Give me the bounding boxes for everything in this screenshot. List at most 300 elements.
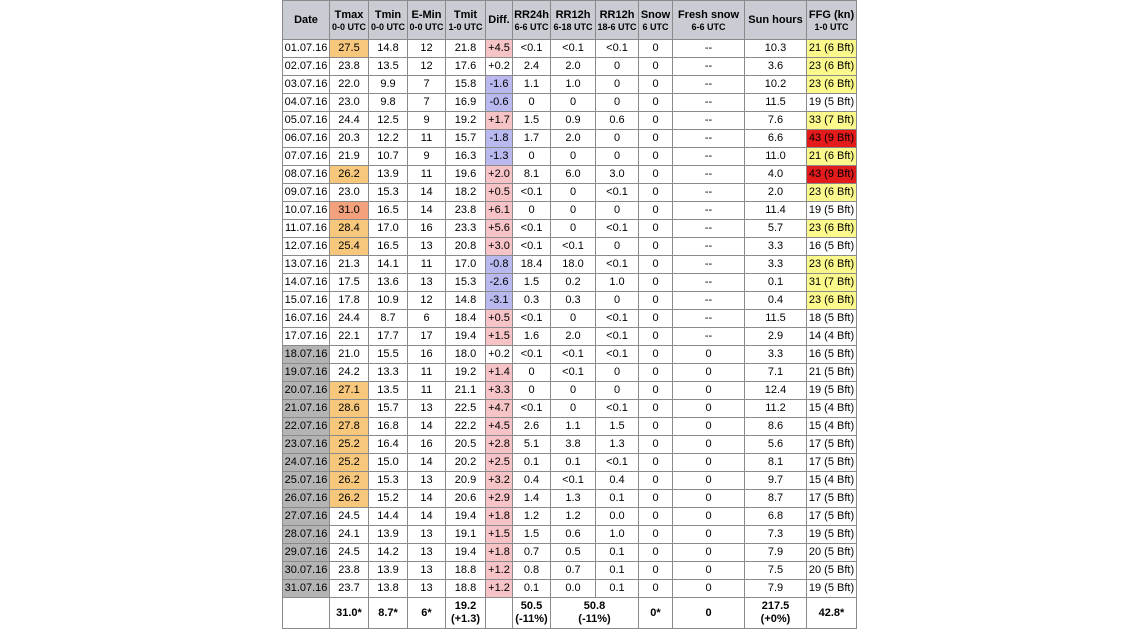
cell-snow: 0 bbox=[639, 310, 673, 328]
cell-snow: 0 bbox=[639, 490, 673, 508]
cell-sun-hours: 0.1 bbox=[745, 274, 807, 292]
col-header-date bbox=[283, 1, 330, 40]
cell-tmax: 23.0 bbox=[330, 184, 369, 202]
cell-fresh-snow: -- bbox=[673, 274, 745, 292]
cell-rr12-day: 0.2 bbox=[551, 274, 596, 292]
col-header-date-label: Date bbox=[294, 13, 318, 26]
col-header-diff bbox=[486, 1, 513, 40]
cell-tmin: 10.9 bbox=[369, 292, 408, 310]
table-row bbox=[283, 418, 857, 436]
cell-rr12-day: 0 bbox=[551, 94, 596, 112]
cell-date: 11.07.16 bbox=[283, 220, 330, 238]
cell-rr12-night: <0.1 bbox=[596, 328, 639, 346]
table-row bbox=[283, 292, 857, 310]
cell-snow: 0 bbox=[639, 94, 673, 112]
cell-tmit: 16.3 bbox=[446, 148, 486, 166]
cell-tmax: 21.9 bbox=[330, 148, 369, 166]
cell-tmin: 15.3 bbox=[369, 184, 408, 202]
cell-snow: 0 bbox=[639, 202, 673, 220]
cell-rr24: 18.4 bbox=[513, 256, 551, 274]
cell-rr12-day: 18.0 bbox=[551, 256, 596, 274]
cell-rr24: <0.1 bbox=[513, 184, 551, 202]
cell-rr12-day: 1.0 bbox=[551, 76, 596, 94]
cell-rr24: 1.1 bbox=[513, 76, 551, 94]
cell-tmax: 23.7 bbox=[330, 580, 369, 598]
col-header-emin-label: E-Min bbox=[411, 8, 442, 21]
cell-date: 12.07.16 bbox=[283, 238, 330, 256]
cell-snow: 0 bbox=[639, 436, 673, 454]
cell-tmax: 26.2 bbox=[330, 166, 369, 184]
cell-tmit: 19.6 bbox=[446, 166, 486, 184]
cell-rr24: 0.1 bbox=[513, 580, 551, 598]
cell-date: 25.07.16 bbox=[283, 472, 330, 490]
summary-tmit-value: 19.2 bbox=[454, 600, 477, 612]
cell-rr24: <0.1 bbox=[513, 400, 551, 418]
summary-rr24-percent: (-11%) bbox=[515, 613, 548, 625]
cell-date: 24.07.16 bbox=[283, 454, 330, 472]
summary-tmax: 31.0* bbox=[330, 598, 369, 629]
col-header-ffg-label: FFG (kn) bbox=[808, 8, 855, 21]
cell-rr24: 0.7 bbox=[513, 544, 551, 562]
cell-ffg: 15 (4 Bft) bbox=[807, 400, 857, 418]
cell-emin: 13 bbox=[408, 472, 446, 490]
cell-date: 09.07.16 bbox=[283, 184, 330, 202]
cell-tmin: 15.5 bbox=[369, 346, 408, 364]
cell-rr24: 1.6 bbox=[513, 328, 551, 346]
cell-date: 28.07.16 bbox=[283, 526, 330, 544]
summary-tmin: 8.7* bbox=[369, 598, 408, 629]
cell-tmin: 13.9 bbox=[369, 526, 408, 544]
cell-tmax: 24.5 bbox=[330, 544, 369, 562]
cell-rr24: <0.1 bbox=[513, 310, 551, 328]
cell-tmit: 18.0 bbox=[446, 346, 486, 364]
cell-fresh-snow: 0 bbox=[673, 436, 745, 454]
cell-tmin: 12.2 bbox=[369, 130, 408, 148]
cell-tmit: 17.6 bbox=[446, 58, 486, 76]
cell-snow: 0 bbox=[639, 40, 673, 58]
cell-rr12-day: 1.3 bbox=[551, 490, 596, 508]
col-header-snow-label: Snow bbox=[640, 8, 671, 21]
table-row bbox=[283, 490, 857, 508]
cell-sun-hours: 6.8 bbox=[745, 508, 807, 526]
table-row bbox=[283, 328, 857, 346]
cell-rr12-night: <0.1 bbox=[596, 256, 639, 274]
cell-sun-hours: 2.0 bbox=[745, 184, 807, 202]
cell-date: 19.07.16 bbox=[283, 364, 330, 382]
cell-snow: 0 bbox=[639, 364, 673, 382]
cell-tmit: 18.2 bbox=[446, 184, 486, 202]
cell-sun-hours: 0.4 bbox=[745, 292, 807, 310]
cell-sun-hours: 8.1 bbox=[745, 454, 807, 472]
col-header-tmin-label: Tmin bbox=[374, 8, 402, 21]
cell-diff: +1.8 bbox=[486, 544, 513, 562]
cell-fresh-snow: -- bbox=[673, 292, 745, 310]
col-header-tmit bbox=[446, 1, 486, 40]
cell-emin: 16 bbox=[408, 220, 446, 238]
cell-diff: -3.1 bbox=[486, 292, 513, 310]
cell-rr12-night: 0 bbox=[596, 382, 639, 400]
cell-rr12-night: 1.3 bbox=[596, 436, 639, 454]
cell-ffg: 17 (5 Bft) bbox=[807, 436, 857, 454]
cell-date: 04.07.16 bbox=[283, 94, 330, 112]
cell-tmax: 27.5 bbox=[330, 40, 369, 58]
cell-rr24: 0 bbox=[513, 364, 551, 382]
cell-sun-hours: 9.7 bbox=[745, 472, 807, 490]
cell-diff: +0.2 bbox=[486, 346, 513, 364]
cell-emin: 14 bbox=[408, 508, 446, 526]
cell-rr12-night: <0.1 bbox=[596, 184, 639, 202]
cell-sun-hours: 7.3 bbox=[745, 526, 807, 544]
table-row bbox=[283, 112, 857, 130]
cell-emin: 7 bbox=[408, 76, 446, 94]
cell-rr12-night: 0 bbox=[596, 238, 639, 256]
cell-diff: +1.2 bbox=[486, 580, 513, 598]
cell-sun-hours: 7.9 bbox=[745, 544, 807, 562]
cell-snow: 0 bbox=[639, 508, 673, 526]
cell-tmin: 12.5 bbox=[369, 112, 408, 130]
cell-snow: 0 bbox=[639, 400, 673, 418]
cell-sun-hours: 12.4 bbox=[745, 382, 807, 400]
col-header-rr12-day bbox=[551, 1, 596, 40]
cell-rr12-night: 0 bbox=[596, 76, 639, 94]
cell-rr12-night: <0.1 bbox=[596, 346, 639, 364]
cell-emin: 14 bbox=[408, 418, 446, 436]
cell-date: 05.07.16 bbox=[283, 112, 330, 130]
cell-emin: 17 bbox=[408, 328, 446, 346]
cell-tmit: 20.2 bbox=[446, 454, 486, 472]
cell-sun-hours: 11.0 bbox=[745, 148, 807, 166]
cell-fresh-snow: -- bbox=[673, 58, 745, 76]
cell-tmit: 18.4 bbox=[446, 310, 486, 328]
cell-tmax: 28.4 bbox=[330, 220, 369, 238]
cell-ffg: 15 (4 Bft) bbox=[807, 418, 857, 436]
summary-rr12 bbox=[551, 598, 639, 629]
cell-rr24: 0 bbox=[513, 148, 551, 166]
cell-tmit: 19.4 bbox=[446, 328, 486, 346]
cell-ffg: 20 (5 Bft) bbox=[807, 562, 857, 580]
cell-tmin: 9.9 bbox=[369, 76, 408, 94]
cell-diff: +3.2 bbox=[486, 472, 513, 490]
cell-emin: 9 bbox=[408, 112, 446, 130]
cell-tmit: 18.8 bbox=[446, 562, 486, 580]
cell-tmin: 15.7 bbox=[369, 400, 408, 418]
cell-tmin: 15.0 bbox=[369, 454, 408, 472]
cell-snow: 0 bbox=[639, 562, 673, 580]
cell-date: 31.07.16 bbox=[283, 580, 330, 598]
cell-date: 07.07.16 bbox=[283, 148, 330, 166]
cell-rr12-day: <0.1 bbox=[551, 364, 596, 382]
cell-rr24: <0.1 bbox=[513, 220, 551, 238]
cell-tmin: 16.4 bbox=[369, 436, 408, 454]
cell-tmin: 16.5 bbox=[369, 238, 408, 256]
cell-diff: +0.2 bbox=[486, 58, 513, 76]
cell-rr12-day: 0 bbox=[551, 184, 596, 202]
table-body bbox=[283, 40, 857, 598]
cell-date: 20.07.16 bbox=[283, 382, 330, 400]
cell-tmax: 28.6 bbox=[330, 400, 369, 418]
cell-diff: +5.6 bbox=[486, 220, 513, 238]
col-header-diff-label: Diff. bbox=[488, 13, 510, 26]
cell-tmit: 20.9 bbox=[446, 472, 486, 490]
cell-tmax: 23.8 bbox=[330, 58, 369, 76]
cell-snow: 0 bbox=[639, 220, 673, 238]
cell-date: 23.07.16 bbox=[283, 436, 330, 454]
cell-rr12-night: <0.1 bbox=[596, 310, 639, 328]
cell-sun-hours: 3.3 bbox=[745, 256, 807, 274]
cell-rr12-day: 6.0 bbox=[551, 166, 596, 184]
cell-snow: 0 bbox=[639, 292, 673, 310]
cell-emin: 12 bbox=[408, 292, 446, 310]
cell-ffg: 18 (5 Bft) bbox=[807, 310, 857, 328]
table-row bbox=[283, 76, 857, 94]
cell-sun-hours: 4.0 bbox=[745, 166, 807, 184]
cell-date: 13.07.16 bbox=[283, 256, 330, 274]
cell-date: 18.07.16 bbox=[283, 346, 330, 364]
cell-date: 22.07.16 bbox=[283, 418, 330, 436]
cell-emin: 13 bbox=[408, 544, 446, 562]
cell-emin: 14 bbox=[408, 454, 446, 472]
cell-tmit: 19.1 bbox=[446, 526, 486, 544]
col-header-rr12-night-sub: 18-6 UTC bbox=[597, 21, 637, 32]
cell-tmit: 22.2 bbox=[446, 418, 486, 436]
col-header-tmax-sub: 0-0 UTC bbox=[331, 21, 366, 32]
col-header-rr12-day-label: RR12h bbox=[555, 8, 591, 21]
cell-snow: 0 bbox=[639, 58, 673, 76]
table-row bbox=[283, 526, 857, 544]
cell-tmin: 15.3 bbox=[369, 472, 408, 490]
cell-rr24: 2.6 bbox=[513, 418, 551, 436]
cell-rr12-night: 0.1 bbox=[596, 562, 639, 580]
cell-sun-hours: 7.6 bbox=[745, 112, 807, 130]
cell-fresh-snow: -- bbox=[673, 94, 745, 112]
cell-fresh-snow: -- bbox=[673, 148, 745, 166]
cell-ffg: 23 (6 Bft) bbox=[807, 292, 857, 310]
cell-fresh-snow: -- bbox=[673, 202, 745, 220]
cell-ffg: 43 (9 Bft) bbox=[807, 166, 857, 184]
cell-diff: +6.1 bbox=[486, 202, 513, 220]
cell-rr12-day: 2.0 bbox=[551, 328, 596, 346]
cell-snow: 0 bbox=[639, 382, 673, 400]
cell-rr24: 2.4 bbox=[513, 58, 551, 76]
cell-ffg: 21 (6 Bft) bbox=[807, 40, 857, 58]
col-header-sun-hours bbox=[745, 1, 807, 40]
cell-fresh-snow: -- bbox=[673, 130, 745, 148]
summary-tmit-deviation: (+1.3) bbox=[450, 613, 481, 625]
cell-rr12-night: 0 bbox=[596, 130, 639, 148]
cell-sun-hours: 10.2 bbox=[745, 76, 807, 94]
table-row bbox=[283, 436, 857, 454]
cell-diff: +4.5 bbox=[486, 40, 513, 58]
cell-diff: +3.0 bbox=[486, 238, 513, 256]
cell-emin: 13 bbox=[408, 562, 446, 580]
cell-emin: 13 bbox=[408, 238, 446, 256]
cell-snow: 0 bbox=[639, 238, 673, 256]
cell-diff: +4.7 bbox=[486, 400, 513, 418]
cell-date: 14.07.16 bbox=[283, 274, 330, 292]
table-row bbox=[283, 346, 857, 364]
cell-rr24: 1.5 bbox=[513, 112, 551, 130]
cell-rr12-night: <0.1 bbox=[596, 400, 639, 418]
cell-tmax: 24.1 bbox=[330, 526, 369, 544]
cell-emin: 13 bbox=[408, 400, 446, 418]
cell-date: 02.07.16 bbox=[283, 58, 330, 76]
cell-rr24: 1.7 bbox=[513, 130, 551, 148]
cell-sun-hours: 10.3 bbox=[745, 40, 807, 58]
cell-tmin: 13.9 bbox=[369, 166, 408, 184]
col-header-rr24 bbox=[513, 1, 551, 40]
cell-ffg: 23 (6 Bft) bbox=[807, 220, 857, 238]
cell-snow: 0 bbox=[639, 166, 673, 184]
cell-rr12-day: <0.1 bbox=[551, 40, 596, 58]
cell-rr12-day: 1.2 bbox=[551, 508, 596, 526]
cell-rr24: 1.5 bbox=[513, 274, 551, 292]
cell-rr24: 1.2 bbox=[513, 508, 551, 526]
cell-diff: -1.3 bbox=[486, 148, 513, 166]
cell-fresh-snow: 0 bbox=[673, 544, 745, 562]
cell-tmin: 14.8 bbox=[369, 40, 408, 58]
table-row bbox=[283, 472, 857, 490]
cell-sun-hours: 8.7 bbox=[745, 490, 807, 508]
cell-sun-hours: 3.3 bbox=[745, 238, 807, 256]
cell-rr24: 0.4 bbox=[513, 472, 551, 490]
cell-emin: 13 bbox=[408, 274, 446, 292]
cell-tmit: 23.3 bbox=[446, 220, 486, 238]
cell-date: 17.07.16 bbox=[283, 328, 330, 346]
cell-rr12-day: 0 bbox=[551, 148, 596, 166]
summary-sun-percent: (+0%) bbox=[760, 613, 791, 625]
cell-rr24: 1.4 bbox=[513, 490, 551, 508]
table-row bbox=[283, 544, 857, 562]
cell-ffg: 21 (6 Bft) bbox=[807, 148, 857, 166]
cell-sun-hours: 8.6 bbox=[745, 418, 807, 436]
cell-diff: +3.3 bbox=[486, 382, 513, 400]
cell-fresh-snow: 0 bbox=[673, 490, 745, 508]
table-row bbox=[283, 58, 857, 76]
cell-fresh-snow: 0 bbox=[673, 580, 745, 598]
col-header-tmit-label: Tmit bbox=[453, 8, 478, 21]
cell-rr24: <0.1 bbox=[513, 346, 551, 364]
cell-tmin: 13.9 bbox=[369, 562, 408, 580]
cell-rr12-day: 2.0 bbox=[551, 58, 596, 76]
cell-sun-hours: 11.5 bbox=[745, 94, 807, 112]
cell-tmax: 25.2 bbox=[330, 454, 369, 472]
cell-diff: +1.8 bbox=[486, 508, 513, 526]
cell-rr12-night: 0 bbox=[596, 364, 639, 382]
cell-fresh-snow: -- bbox=[673, 76, 745, 94]
cell-ffg: 23 (6 Bft) bbox=[807, 184, 857, 202]
cell-rr12-day: 0.7 bbox=[551, 562, 596, 580]
cell-tmit: 15.3 bbox=[446, 274, 486, 292]
cell-tmin: 13.5 bbox=[369, 382, 408, 400]
col-header-rr24-sub: 6-6 UTC bbox=[514, 21, 549, 32]
cell-tmax: 23.0 bbox=[330, 94, 369, 112]
cell-ffg: 23 (6 Bft) bbox=[807, 256, 857, 274]
cell-sun-hours: 6.6 bbox=[745, 130, 807, 148]
cell-snow: 0 bbox=[639, 580, 673, 598]
cell-fresh-snow: -- bbox=[673, 328, 745, 346]
cell-fresh-snow: -- bbox=[673, 256, 745, 274]
cell-diff: +0.5 bbox=[486, 184, 513, 202]
col-header-tmax bbox=[330, 1, 369, 40]
cell-rr12-day: 0 bbox=[551, 220, 596, 238]
cell-fresh-snow: 0 bbox=[673, 400, 745, 418]
table-row bbox=[283, 364, 857, 382]
cell-rr24: 0.3 bbox=[513, 292, 551, 310]
cell-ffg: 19 (5 Bft) bbox=[807, 526, 857, 544]
cell-emin: 16 bbox=[408, 436, 446, 454]
cell-tmax: 24.5 bbox=[330, 508, 369, 526]
cell-rr24: <0.1 bbox=[513, 40, 551, 58]
cell-fresh-snow: -- bbox=[673, 220, 745, 238]
cell-snow: 0 bbox=[639, 76, 673, 94]
cell-snow: 0 bbox=[639, 112, 673, 130]
cell-diff: -0.8 bbox=[486, 256, 513, 274]
cell-ffg: 21 (5 Bft) bbox=[807, 364, 857, 382]
cell-tmit: 17.0 bbox=[446, 256, 486, 274]
cell-snow: 0 bbox=[639, 526, 673, 544]
summary-rr12-percent: (-11%) bbox=[578, 613, 611, 625]
cell-ffg: 16 (5 Bft) bbox=[807, 238, 857, 256]
cell-rr12-day: 0.9 bbox=[551, 112, 596, 130]
cell-date: 01.07.16 bbox=[283, 40, 330, 58]
cell-sun-hours: 3.3 bbox=[745, 346, 807, 364]
cell-tmit: 20.6 bbox=[446, 490, 486, 508]
cell-diff: +1.5 bbox=[486, 526, 513, 544]
col-header-ffg bbox=[807, 1, 857, 40]
col-header-tmit-sub: 1-0 UTC bbox=[448, 21, 483, 32]
cell-date: 08.07.16 bbox=[283, 166, 330, 184]
col-header-fresh-snow bbox=[673, 1, 745, 40]
cell-emin: 14 bbox=[408, 184, 446, 202]
cell-fresh-snow: 0 bbox=[673, 472, 745, 490]
cell-tmit: 20.5 bbox=[446, 436, 486, 454]
table-row bbox=[283, 130, 857, 148]
cell-rr12-day: <0.1 bbox=[551, 238, 596, 256]
cell-tmin: 13.6 bbox=[369, 274, 408, 292]
cell-diff: +1.7 bbox=[486, 112, 513, 130]
cell-emin: 11 bbox=[408, 166, 446, 184]
table-row bbox=[283, 166, 857, 184]
cell-ffg: 20 (5 Bft) bbox=[807, 544, 857, 562]
cell-emin: 14 bbox=[408, 490, 446, 508]
cell-tmin: 13.5 bbox=[369, 58, 408, 76]
cell-snow: 0 bbox=[639, 184, 673, 202]
table-row bbox=[283, 382, 857, 400]
cell-tmit: 19.2 bbox=[446, 112, 486, 130]
cell-ffg: 17 (5 Bft) bbox=[807, 490, 857, 508]
cell-rr12-night: 0.4 bbox=[596, 472, 639, 490]
cell-tmax: 17.8 bbox=[330, 292, 369, 310]
cell-tmax: 23.8 bbox=[330, 562, 369, 580]
cell-sun-hours: 5.7 bbox=[745, 220, 807, 238]
cell-rr12-night: 1.5 bbox=[596, 418, 639, 436]
cell-rr12-day: 0.0 bbox=[551, 580, 596, 598]
cell-rr12-night: 0 bbox=[596, 292, 639, 310]
cell-fresh-snow: 0 bbox=[673, 562, 745, 580]
cell-snow: 0 bbox=[639, 454, 673, 472]
cell-rr24: 1.5 bbox=[513, 526, 551, 544]
cell-rr12-night: 0.0 bbox=[596, 508, 639, 526]
cell-emin: 6 bbox=[408, 310, 446, 328]
cell-tmax: 31.0 bbox=[330, 202, 369, 220]
cell-diff: +0.5 bbox=[486, 310, 513, 328]
cell-rr12-day: <0.1 bbox=[551, 472, 596, 490]
cell-ffg: 43 (9 Bft) bbox=[807, 130, 857, 148]
cell-rr12-day: 0 bbox=[551, 310, 596, 328]
summary-sun-value: 217.5 bbox=[761, 600, 790, 612]
cell-snow: 0 bbox=[639, 418, 673, 436]
cell-tmin: 16.5 bbox=[369, 202, 408, 220]
